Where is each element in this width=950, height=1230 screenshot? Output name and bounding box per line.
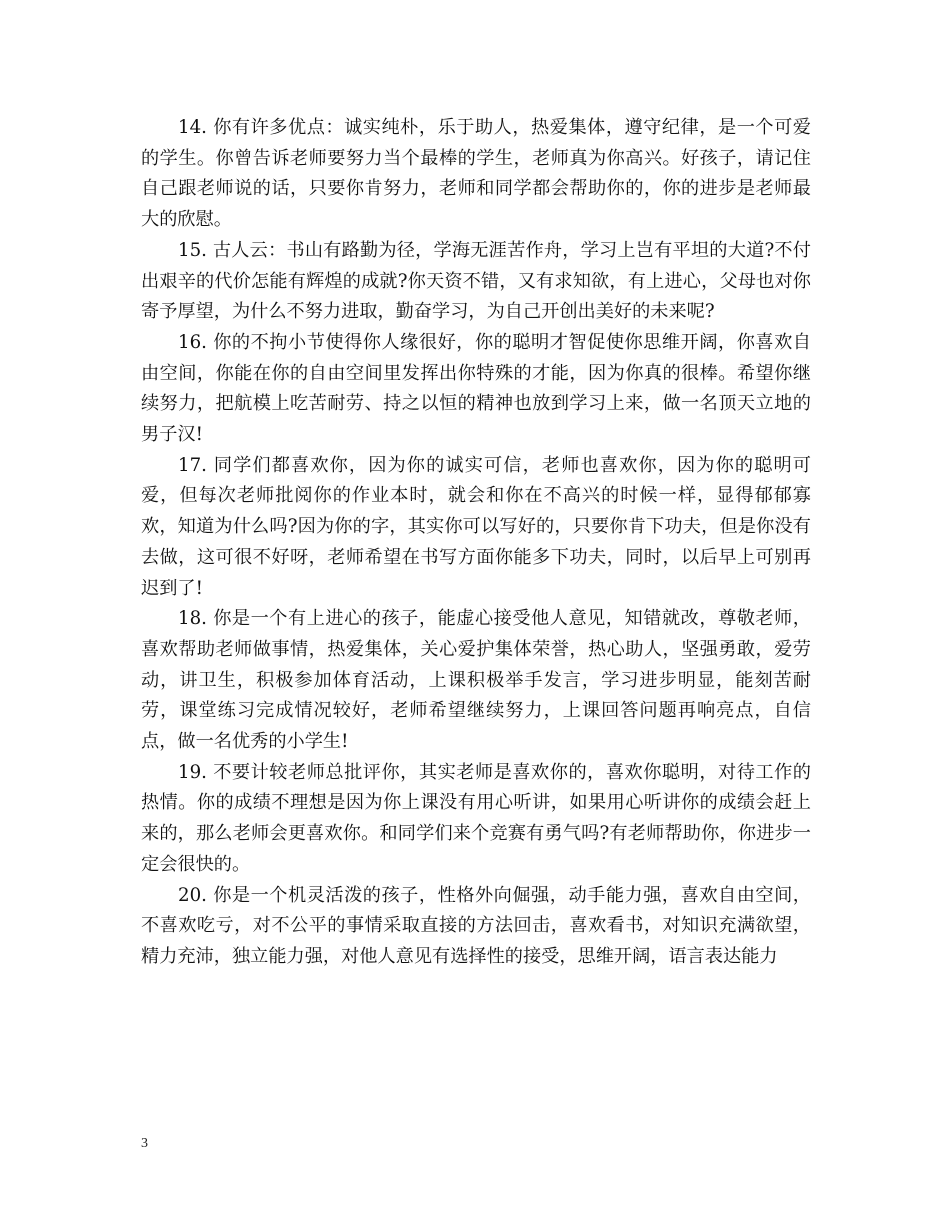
paragraph-16: 16. 你的不拘小节使得你人缘很好，你的聪明才智促使你思维开阔，你喜欢自由空间，你能在你的自由空间里发挥出你特殊的才能，因为你真的很棒。希望你继续努力，把航模上吃苦耐劳、持之以恒的精神也放到学习上来，做一名顶天立地的男子汉! — [141, 331, 811, 446]
document-body — [141, 113, 811, 973]
paragraph-15: 15. 古人云：书山有路勤为径，学海无涯苦作舟，学习上岂有平坦的大道?不付出艰辛的代价怎能有辉煌的成就?你天资不错，又有求知欲，有上进心，父母也对你寄予厚望，为什么不努力进取，勤奋学习，为自己开创出美好的未来呢? — [141, 239, 811, 323]
paragraph-20: 20. 你是一个机灵活泼的孩子，性格外向倔强，动手能力强，喜欢自由空间，不喜欢吃亏，对不公平的事情采取直接的方法回击，喜欢看书，对知识充满欲望，精力充沛，独立能力强，对他人意见有选择性的接受，思维开阔，语言表达能力 — [141, 884, 811, 967]
paragraph-19: 19. 不要计较老师总批评你，其实老师是喜欢你的，喜欢你聪明，对待工作的热情。你的成绩不理想是因为你上课没有用心听讲，如果用心听讲你的成绩会赶上来的，那么老师会更喜欢你。和同学们来个竞赛有勇气吗?有老师帮助你，你进步一定会很快的。 — [141, 761, 811, 875]
paragraph-14: 14. 你有许多优点：诚实纯朴，乐于助人，热爱集体，遵守纪律，是一个可爱的学生。你曾告诉老师要努力当个最棒的学生，老师真为你高兴。好孩子，请记住自己跟老师说的话，只要你肯努力，老师和同学都会帮助你的，你的进步是老师最大的欣慰。 — [141, 117, 811, 231]
page-number: 3 — [141, 1136, 148, 1151]
paragraph-17: 17. 同学们都喜欢你，因为你的诚实可信，老师也喜欢你，因为你的聪明可爱，但每次老师批阅你的作业本时，就会和你在不高兴的时候一样，显得郁郁寡欢，知道为什么吗?因为你的字，其实你可以写好的，只要你肯下功夫，但是你没有去做，这可很不好呀，老师希望在书写方面你能多下功夫，同时，以后早上可别再迟到了! — [141, 454, 811, 599]
paragraph-18: 18. 你是一个有上进心的孩子，能虚心接受他人意见，知错就改，尊敬老师，喜欢帮助老师做事情，热爱集体，关心爱护集体荣誉，热心助人，坚强勇敢，爱劳动，讲卫生，积极参加体育活动，上课积极举手发言，学习进步明显，能刻苦耐劳，课堂练习完成情况较好，老师希望继续努力，上课回答问题再响亮点，自信点，做一名优秀的小学生! — [141, 608, 811, 753]
